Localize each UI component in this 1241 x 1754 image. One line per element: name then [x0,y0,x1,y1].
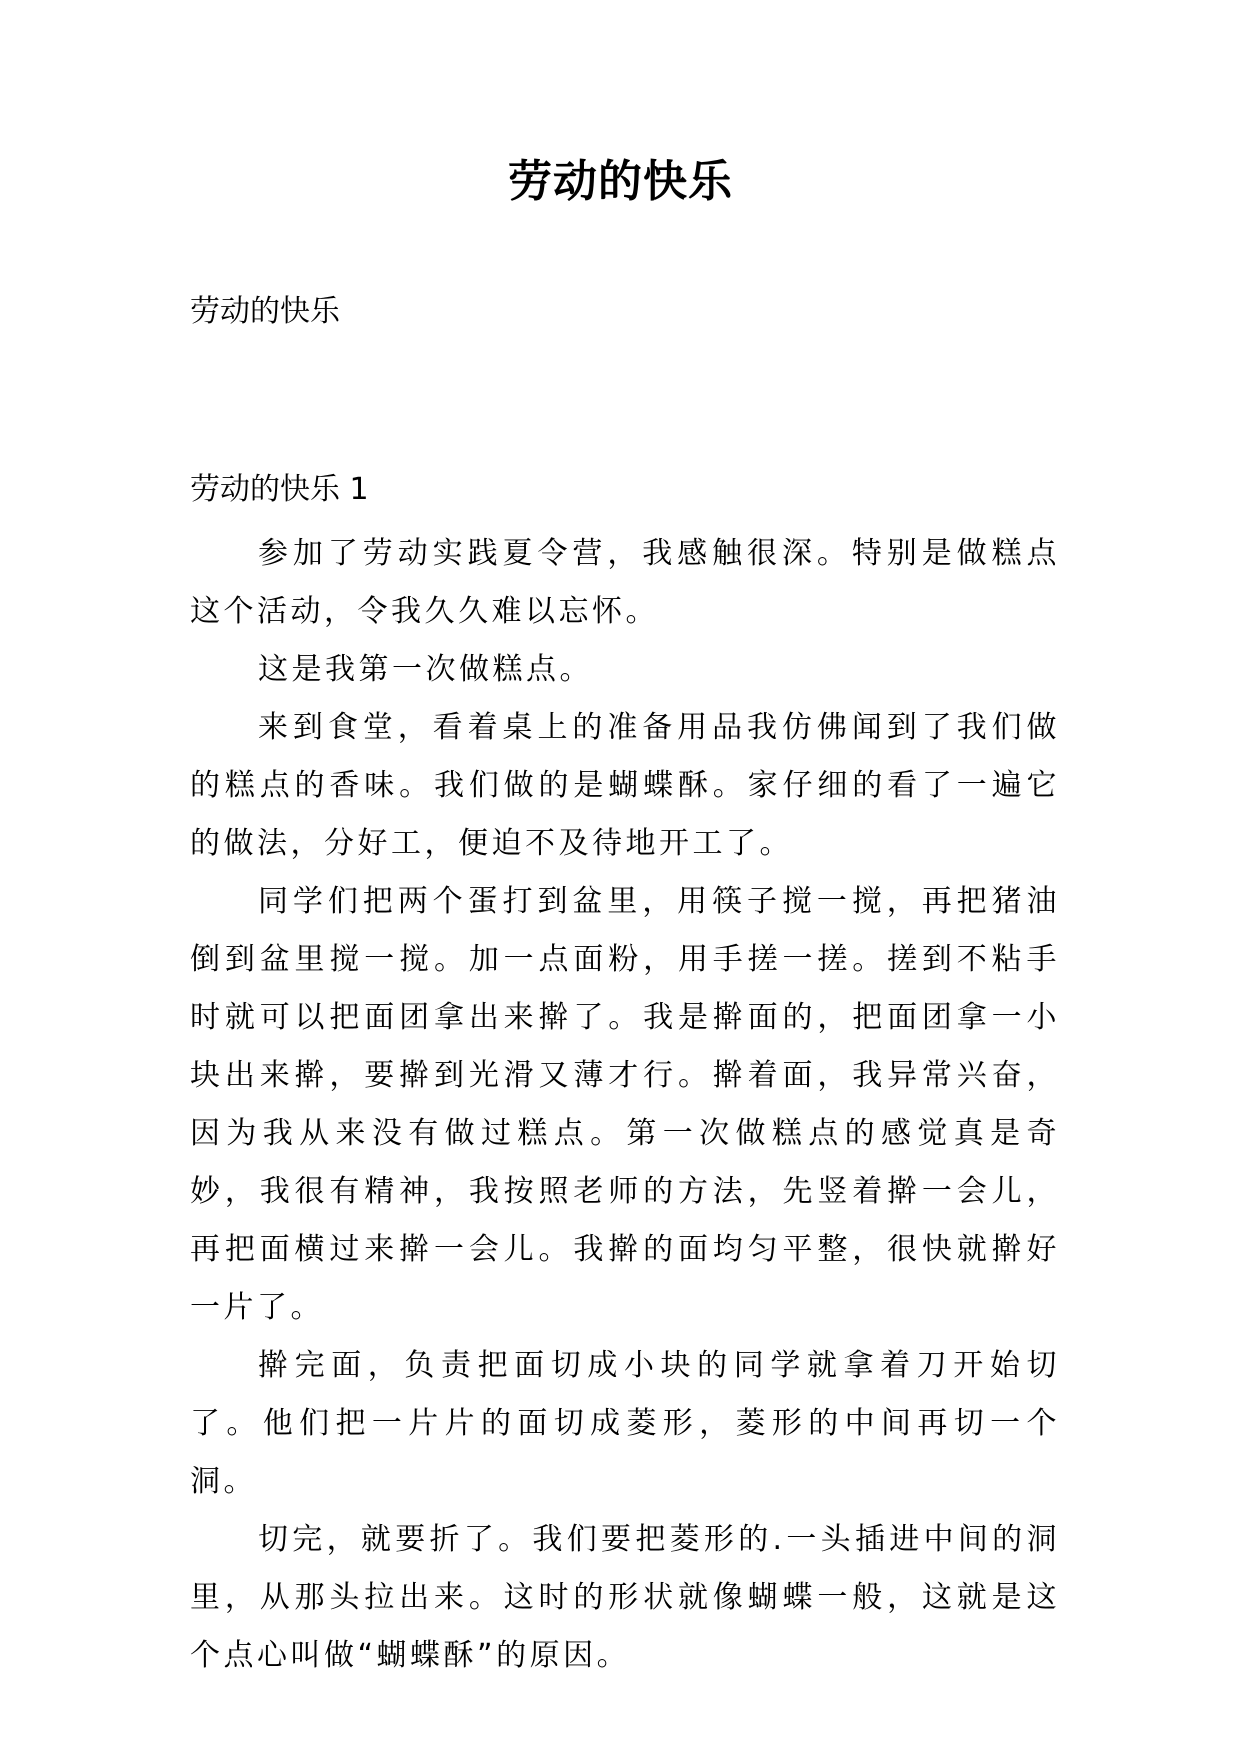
paragraph: 来到食堂，看着桌上的准备用品我仿佛闻到了我们做的糕点的香味。我们做的是蝴蝶酥。家仔细的看了一遍它的做法，分好工，便迫不及待地开工了。 [190,710,1060,861]
paragraph: 同学们把两个蛋打到盆里，用筷子搅一搅，再把猪油倒到盆里搅一搅。加一点面粉，用手搓一搓。搓到不粘手时就可以把面团拿出来擀了。我是擀面的，把面团拿一小块出来擀，要擀到光滑又薄才行。擀着面，我异常兴奋，因为我从来没有做过糕点。第一次做糕点的感觉真是奇妙，我很有精神，我按照老师的方法，先竖着擀一会儿，再把面横过来擀一会儿。我擀的面均匀平整，很快就擀好一片了。 [190,884,1060,1325]
section-heading: 劳动的快乐 1 [190,472,369,507]
article-body [190,525,1060,1685]
paragraph: 切完，就要折了。我们要把菱形的.一头插进中间的洞里，从那头拉出来。这时的形状就像蝴蝶一般，这就是这个点心叫做“蝴蝶酥”的原因。 [190,1522,1060,1673]
paragraph: 这是我第一次做糕点。 [258,652,593,687]
paragraph: 擀完面，负责把面切成小块的同学就拿着刀开始切了。他们把一片片的面切成菱形，菱形的中间再切一个洞。 [190,1348,1060,1499]
document-subtitle: 劳动的快乐 [190,294,340,329]
document-title: 劳动的快乐 [508,156,733,207]
paragraph: 参加了劳动实践夏令营，我感触很深。特别是做糕点这个活动，令我久久难以忘怀。 [190,536,1060,629]
